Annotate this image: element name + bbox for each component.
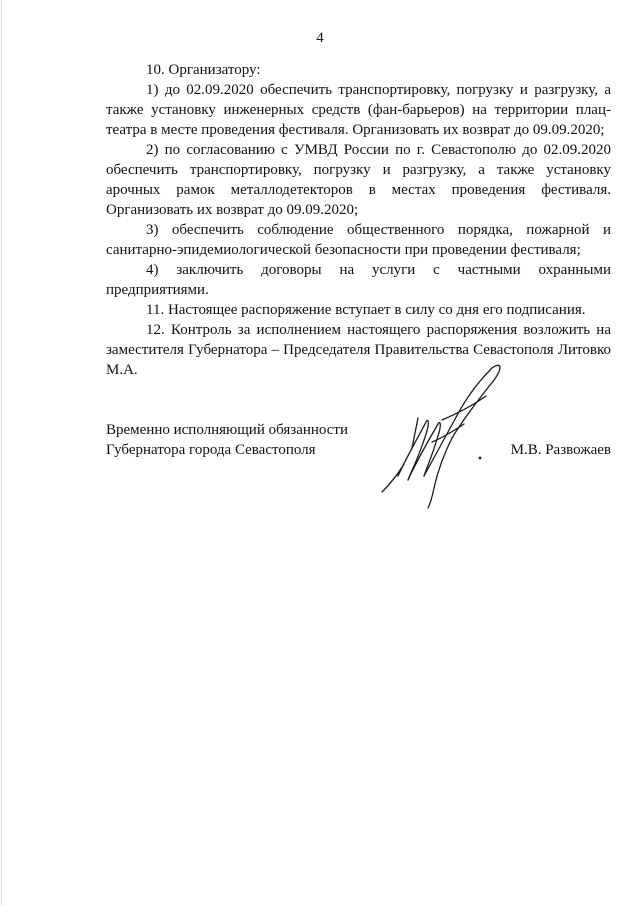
handwritten-signature	[368, 358, 508, 510]
paragraph-12: 12. Контроль за исполнением настоящего распоряжения возложить на заместителя Губернатора – Председателя Правительства Севастополя Литовко М.А.	[106, 322, 611, 378]
paragraph-10-organizer: 10. Организатору:	[146, 62, 261, 78]
document-body	[106, 60, 611, 380]
page-edge-line	[1, 0, 2, 905]
paragraph-10-item-4: 4) заключить договоры на услуги с частными охранными предприятиями.	[106, 262, 611, 298]
paragraph-11: 11. Настоящее распоряжение вступает в силу со дня его подписания.	[146, 302, 586, 318]
page-number: 4	[316, 30, 324, 46]
signatory-title-line-2: Губернатора города Севастополя	[106, 442, 316, 458]
paragraph-10-item-1: 1) до 02.09.2020 обеспечить транспортировку, погрузку и разгрузку, а также установку инженерных средств (фан-барьеров) на территории плац-театра в месте проведения фестиваля. Организовать их возврат до 09.09.2020;	[106, 82, 611, 138]
paragraph-10-item-3: 3) обеспечить соблюдение общественного порядка, пожарной и санитарно-эпидемиологической безопасности при проведении фестиваля;	[106, 222, 611, 258]
signatory-name: М.В. Развожаев	[510, 442, 611, 458]
signatory-title-line-1: Временно исполняющий обязанности	[106, 422, 349, 438]
paragraph-10-item-2: 2) по согласованию с УМВД России по г. Севастополю до 02.09.2020 обеспечить транспортировку, погрузку и разгрузку, а также установку арочных рамок металлодетекторов в местах проведения фестиваля. Организовать их возврат до 09.09.2020;	[106, 142, 611, 218]
signature-block	[106, 420, 611, 460]
